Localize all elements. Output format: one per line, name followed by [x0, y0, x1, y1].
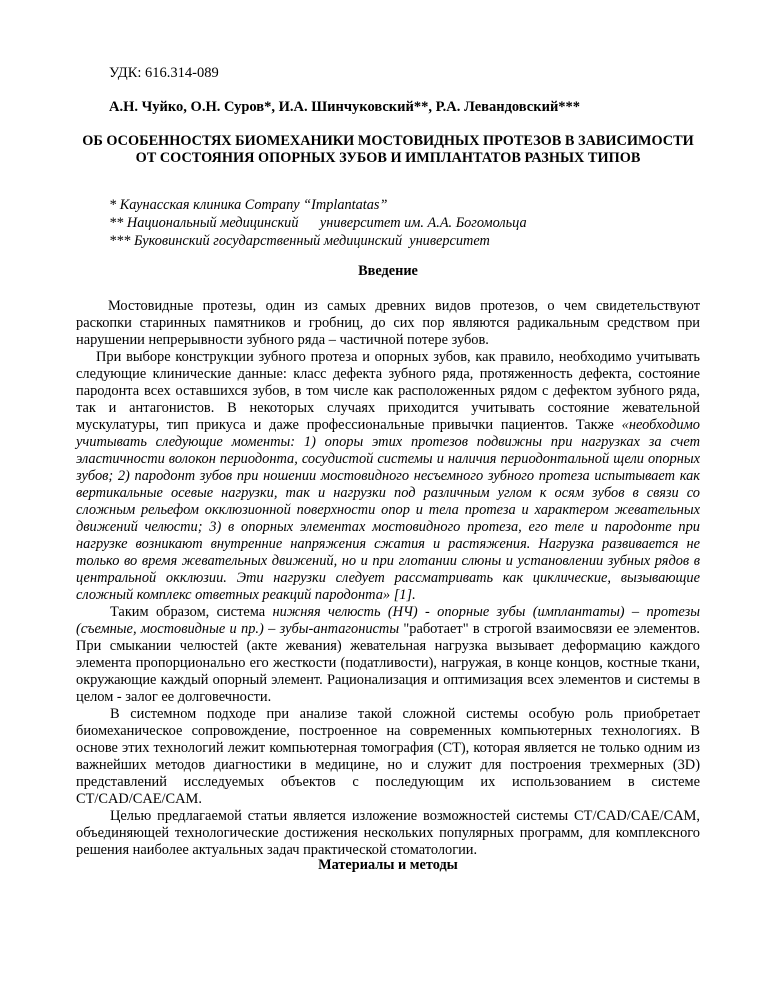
section-heading-methods: Материалы и методы: [318, 857, 458, 873]
paper-title: ОБ ОСОБЕННОСТЯХ БИОМЕХАНИКИ МОСТОВИДНЫХ ПРОТЕЗОВ В ЗАВИСИМОСТИ ОТ СОСТОЯНИЯ ОПОРНЫХ ЗУБОВ И ИМПЛАНТАТОВ РАЗНЫХ ТИПОВ: [82, 133, 694, 166]
paragraph-4: В системном подходе при анализе такой сложной системы особую роль приобретает биомеханическое сопровождение, построенное на современных компьютерных технологиях. В основе этих технологий лежит компьютерная томография (CT), которая является не только одним из важнейших методов диагностики в медицине, но и служит для построения трехмерных (3D) представлений исследуемых объектов с последующим их использованием в системе CT/CAD/CAE/CAM.: [76, 706, 700, 807]
affiliations: [109, 196, 669, 250]
paragraph-2-text: При выборе конструкции зубного протеза и опорных зубов, как правило, необходимо учитывать следующие клинические данные: класс дефекта зубного ряда, протяженность дефекта, состояние пародонта всех оставшихся зубов, в том числе как расположенных рядом с дефектом зубного ряда, так и антагонистов. В некоторых случаях приходится учитывать состояние жевательной мускулатуры, тип прикуса и даже профессиональные привычки пациентов. Также: [76, 349, 700, 433]
paragraph-3: [76, 604, 700, 706]
paragraph-1: Мостовидные протезы, один из самых древних видов протезов, о чем свидетельствуют раскопки старинных памятников и гробниц, до сих пор являются радикальным средством при нарушении непрерывности зубного ряда – частичной потере зубов.: [76, 298, 700, 348]
paragraph-3-system: нижняя челюсть (НЧ) - опорные зубы (имплантаты) – протезы (съемные, мостовидные и пр.) – зубы-антагонисты: [76, 604, 700, 637]
affiliation-1: * Каунасская клиника Company “Implantatas”: [109, 197, 388, 213]
affiliation-3: *** Буковинский государственный медицинский университет: [109, 233, 490, 249]
udk-code: УДК: 616.314-089: [109, 65, 219, 81]
authors-line: А.Н. Чуйко, О.Н. Суров*, И.А. Шинчуковский**, Р.А. Левандовский***: [109, 99, 581, 115]
paragraph-2: [76, 349, 700, 604]
paragraph-3-lead: Таким образом, система: [110, 604, 266, 620]
body-text: [76, 298, 700, 859]
paragraph-2-quote: «необходимо учитывать следующие моменты: 1) опоры этих протезов подвижны при нагрузках за счет эластичности волокон периодонта, сосудистой системы и наличия периодонтальной щели опорных зубов; 2) пародонт зубов при ношении мостовидного несъемного зубного протеза испытывает как вертикальные осевые нагрузки, так и нагрузки под различным углом к осям зубов в связи со сложным рельефом окклюзионной поверхности опор и тела протеза и характером жевательных движений челюсти; 3) в опорных элементах мостовидного протеза, его теле и пародонте при нагрузке возникают внутренние напряжения сжатия и растяжения. Нагрузка развивается не только во время жевательных движений, но и при глотании слюны и установлении зубных рядов в центральной окклюзии. Эти нагрузки следует рассматривать как циклические, вызывающие сложный комплекс ответных реакций пародонта» [1].: [76, 417, 700, 603]
section-heading-introduction: Введение: [358, 263, 418, 279]
paragraph-5: Целью предлагаемой статьи является изложение возможностей системы CT/CAD/CAE/CAM, объединяющей технологические достижения нескольких популярных программ, для комплексного решения наиболее актуальных задач практической стоматологии.: [76, 808, 700, 858]
paragraph-3-rest: "работает" в строгой взаимосвязи ее элементов. При смыкании челюстей (акте жевания) жевательная нагрузка вызывает деформацию каждого элемента пропорционально его жесткости (податливости), нагружая, в конце концов, костные ткани, окружающие каждый опорный элемент. Рационализация и оптимизация всех элементов и системы в целом - залог ее долговечности.: [76, 621, 700, 705]
affiliation-2: ** Национальный медицинский университет им. А.А. Богомольца: [109, 215, 527, 231]
